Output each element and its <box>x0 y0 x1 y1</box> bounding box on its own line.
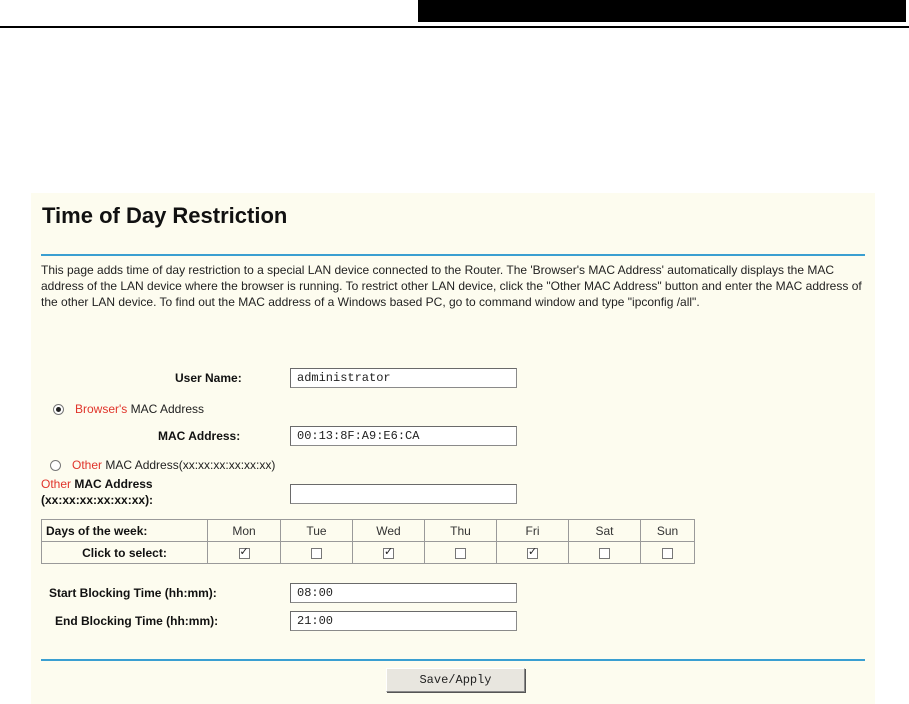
document-header-rule <box>0 26 909 28</box>
start-blocking-label: Start Blocking Time (hh:mm): <box>49 586 217 600</box>
other-mac-option-label[interactable] <box>72 458 275 472</box>
day-fri: Fri <box>497 520 569 542</box>
wed-checkbox[interactable] <box>383 548 394 559</box>
other-mac-radio[interactable] <box>50 460 61 471</box>
days-table <box>41 519 695 564</box>
save-apply-button[interactable]: Save/Apply <box>386 668 525 692</box>
browser-mac-red-text: Browser's <box>75 402 128 416</box>
other-mac-field[interactable] <box>290 484 517 504</box>
document-header-bar <box>418 0 906 22</box>
end-blocking-label: End Blocking Time (hh:mm): <box>55 614 219 628</box>
fri-checkbox[interactable] <box>527 548 538 559</box>
end-blocking-field[interactable]: 21:00 <box>290 611 517 631</box>
other-mac-format-text: (xx:xx:xx:xx:xx:xx): <box>41 493 154 507</box>
day-sat: Sat <box>569 520 641 542</box>
wed-cell <box>353 542 425 564</box>
other-mac-field-red-text: Other <box>41 477 72 491</box>
mac-address-field[interactable]: 00:13:8F:A9:E6:CA <box>290 426 517 446</box>
other-mac-field-label <box>41 476 153 508</box>
sun-cell <box>641 542 695 564</box>
day-tue: Tue <box>281 520 353 542</box>
sat-checkbox[interactable] <box>599 548 610 559</box>
fri-cell <box>497 542 569 564</box>
top-divider <box>41 254 865 256</box>
days-of-week-label: Days of the week: <box>42 520 208 542</box>
sat-cell <box>569 542 641 564</box>
start-blocking-field[interactable]: 08:00 <box>290 583 517 603</box>
other-mac-field-text: MAC Address <box>71 477 153 491</box>
days-header-row <box>42 520 695 542</box>
day-thu: Thu <box>425 520 497 542</box>
other-mac-red-text: Other <box>72 458 103 472</box>
browser-mac-radio[interactable] <box>53 404 64 415</box>
mon-cell <box>208 542 281 564</box>
day-sun: Sun <box>641 520 695 542</box>
user-name-field[interactable]: administrator <box>290 368 517 388</box>
days-select-row <box>42 542 695 564</box>
other-mac-text: MAC Address(xx:xx:xx:xx:xx:xx) <box>102 458 276 472</box>
day-mon: Mon <box>208 520 281 542</box>
thu-checkbox[interactable] <box>455 548 466 559</box>
sun-checkbox[interactable] <box>662 548 673 559</box>
tue-checkbox[interactable] <box>311 548 322 559</box>
mac-address-label: MAC Address: <box>158 429 241 443</box>
intro-text: This page adds time of day restriction to a special LAN device connected to the Router. The 'Browser's MAC Address' automatically displays the MAC address of the LAN device where the browser is running. To restrict other LAN device, click the "Other MAC Address" button and enter the MAC address of the other LAN device. To find out the MAC address of a Windows based PC, go to command window and type "ipconfig /all". <box>41 263 862 309</box>
mon-checkbox[interactable] <box>239 548 250 559</box>
click-to-select-label: Click to select: <box>42 542 208 564</box>
bottom-divider <box>41 659 865 661</box>
user-name-label: User Name: <box>175 371 242 385</box>
day-wed: Wed <box>353 520 425 542</box>
tue-cell <box>281 542 353 564</box>
page-title: Time of Day Restriction <box>42 203 288 228</box>
browser-mac-option-label[interactable] <box>75 402 204 416</box>
browser-mac-text: MAC Address <box>127 402 205 416</box>
thu-cell <box>425 542 497 564</box>
time-of-day-panel <box>31 193 875 704</box>
